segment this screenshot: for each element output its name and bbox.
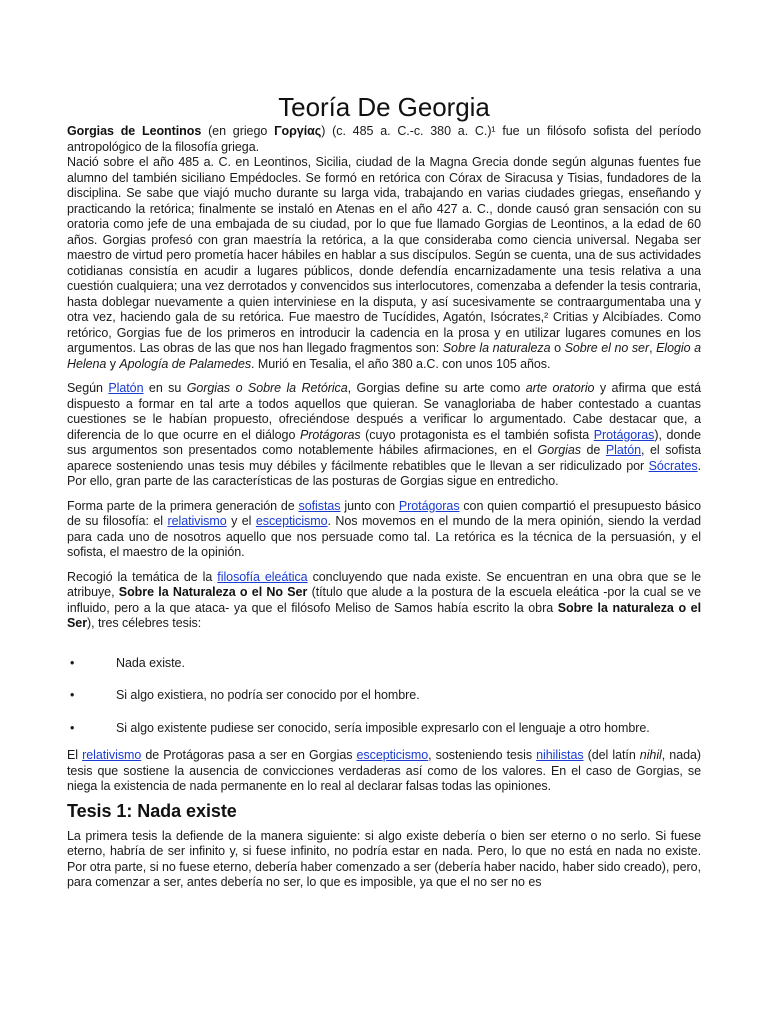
link-escepticismo[interactable]: escepticismo xyxy=(255,514,328,528)
greek-name: Γοργίας xyxy=(274,124,322,138)
subject-name: Gorgias de Leontinos xyxy=(67,124,202,138)
intro-paragraph: Gorgias de Leontinos (en griego Γοργίας) (c. 485 a. C.-c. 380 a. C.)¹ fue un filósofo sofista del período antropológico de la filosofía griega. xyxy=(67,124,701,154)
link-platon[interactable]: Platón xyxy=(108,381,144,395)
link-relativismo[interactable]: relativismo xyxy=(82,748,142,762)
biography-paragraph: Nació sobre el año 485 a. C. en Leontinos, Sicilia, ciudad de la Magna Grecia donde según algunas fuentes fue alumno del también siciliano Empédocles. Se formó en retórica con Córax de Siracusa y Tisias, fundadores de la disciplina. Se sabe que viajó mucho durante su larga vida, trabajando en varias ciudades griegas, enseñando y practicando la retórica; finalmente se instaló en Atenas en el año 427 a. C., donde causó gran sensación con su oratoria como jefe de una embajada de su ciudad, por lo que fue llamado Gorgias de Leontinos, a la edad de 60 años. Gorgias profesó con gran maestría la retórica, a la que consideraba como ciencia universal. Negaba ser maestro de virtud pero prometía hacer hábiles en hablar a sus discípulos. Según se cuenta, una de sus actividades cotidianas consistía en acudir a lugares públicos, donde defendía encarnizadamente una tesis relativa a una cuestión cualquiera; una vez derrotados y convencidos sus interlocutores, comenzaba a defender la tesis contraria, hasta doblegar nuevamente a quien interviniese en la disputa, y así sucesivamente se contraargumentaba una y otra vez, haciendo gala de su retórica. Fue maestro de Tucídides, Agatón, Isócrates,² Critias y Alcibíades. Como retórico, Gorgias fue de los primeros en introducir la cadencia en la prosa y en utilizar lugares comunes en los argumentos. Las obras de las que nos han llegado fragmentos son: Sobre la naturaleza o Sobre el no ser, Elogio a Helena y Apología de Palamedes. Murió en Tesalia, el año 380 a.C. con unos 105 años. xyxy=(67,155,701,371)
link-protagoras[interactable]: Protágoras xyxy=(593,427,655,442)
sophists-paragraph: Forma parte de la primera generación de sofistas junto con Protágoras con quien compartió el presupuesto básico de su filosofía: el relativismo y el escepticismo. Nos movemos en el mundo de la mera opinión, siendo la verdad para cada uno de nosotros aquello que nos persuade como tal. La retórica es la técnica de la persuasión, y el sofista, el maestro de la opinión. xyxy=(67,498,701,559)
link-filosofia-eleatica[interactable]: filosofía eleática xyxy=(217,569,308,584)
link-sofistas[interactable]: sofistas xyxy=(298,498,341,513)
nihilism-paragraph: El relativismo de Protágoras pasa a ser en Gorgias escepticismo, sosteniendo tesis nihilistas (del latín nihil, nada) tesis que sostiene la ausencia de convicciones verdaderas así como de los valores. En el caso de Gorgias, se niega la existencia de nada permanente en lo real al declarar falsas todas las opiniones. xyxy=(67,748,702,793)
list-item: • Si algo existiera, no podría ser conocido por el hombre. xyxy=(67,688,701,704)
link-platon[interactable]: Platón xyxy=(605,443,642,457)
document-page xyxy=(67,92,701,891)
link-nihilistas[interactable]: nihilistas xyxy=(536,748,584,762)
plato-paragraph: Según Platón en su Gorgias o Sobre la Retórica, Gorgias define su arte como arte oratorio y afirma que está dispuesto a formar en tal arte a todos aquellos que quieran. Se vanagloriaba de haber contestado a cuantas cuestiones se le habían propuesto, ofreciéndose después a verificar lo argumentado. Cabe destacar que, a diferencia de lo que ocurre en el diálogo Protágoras (cuyo protagonista es el también sofista Protágoras), donde sus argumentos son presentados como notablemente hábiles afirmaciones, en el Gorgias de Platón, el sofista aparece sosteniendo unas tesis muy débiles y fácilmente rebatibles que le llevan a ser ridiculizado por Sócrates. Por ello, gran parte de las características de las posturas de Gorgias sigue en entredicho. xyxy=(67,381,702,488)
eleatic-paragraph: Recogió la temática de la filosofía eleática concluyendo que nada existe. Se encuentran en una obra que se le atribuye, Sobre la Naturaleza o el No Ser (título que alude a la postura de la escuela eleática -por la cual se ve influido, pero a la que ataca- ya que el filósofo Meliso de Samos había escrito la obra Sobre la naturaleza o el Ser), tres célebres tesis: xyxy=(67,569,702,630)
link-escepticismo[interactable]: escepticismo xyxy=(356,748,429,762)
link-protagoras[interactable]: Protágoras xyxy=(398,498,460,513)
thesis-paragraph: La primera tesis la defiende de la manera siguiente: si algo existe debería o bien ser eterno o no serlo. Si fuese eterno, habría de ser infinito y, si fuese infinito, no podría estar en nada. Pero, lo que no está en nada no existe. Por otra parte, si no fuese eterno, debería haber comenzado a ser (debería haber nacido, haber sido creado), pero, para comenzar a ser, antes debería no ser, lo que es imposible, ya que el no ser no es xyxy=(67,828,701,889)
list-item: • Si algo existente pudiese ser conocido, sería imposible expresarlo con el lenguaje a otro hombre. xyxy=(67,721,701,737)
list-item: • Nada existe. xyxy=(67,656,701,672)
link-relativismo[interactable]: relativismo xyxy=(167,514,227,528)
section-heading: Tesis 1: Nada existe xyxy=(67,800,237,821)
bullet-icon: • xyxy=(70,720,75,735)
bullet-icon: • xyxy=(70,655,75,670)
page-title: Teoría De Georgia xyxy=(278,92,490,122)
bullet-icon: • xyxy=(70,688,75,702)
link-socrates[interactable]: Sócrates xyxy=(648,458,698,473)
